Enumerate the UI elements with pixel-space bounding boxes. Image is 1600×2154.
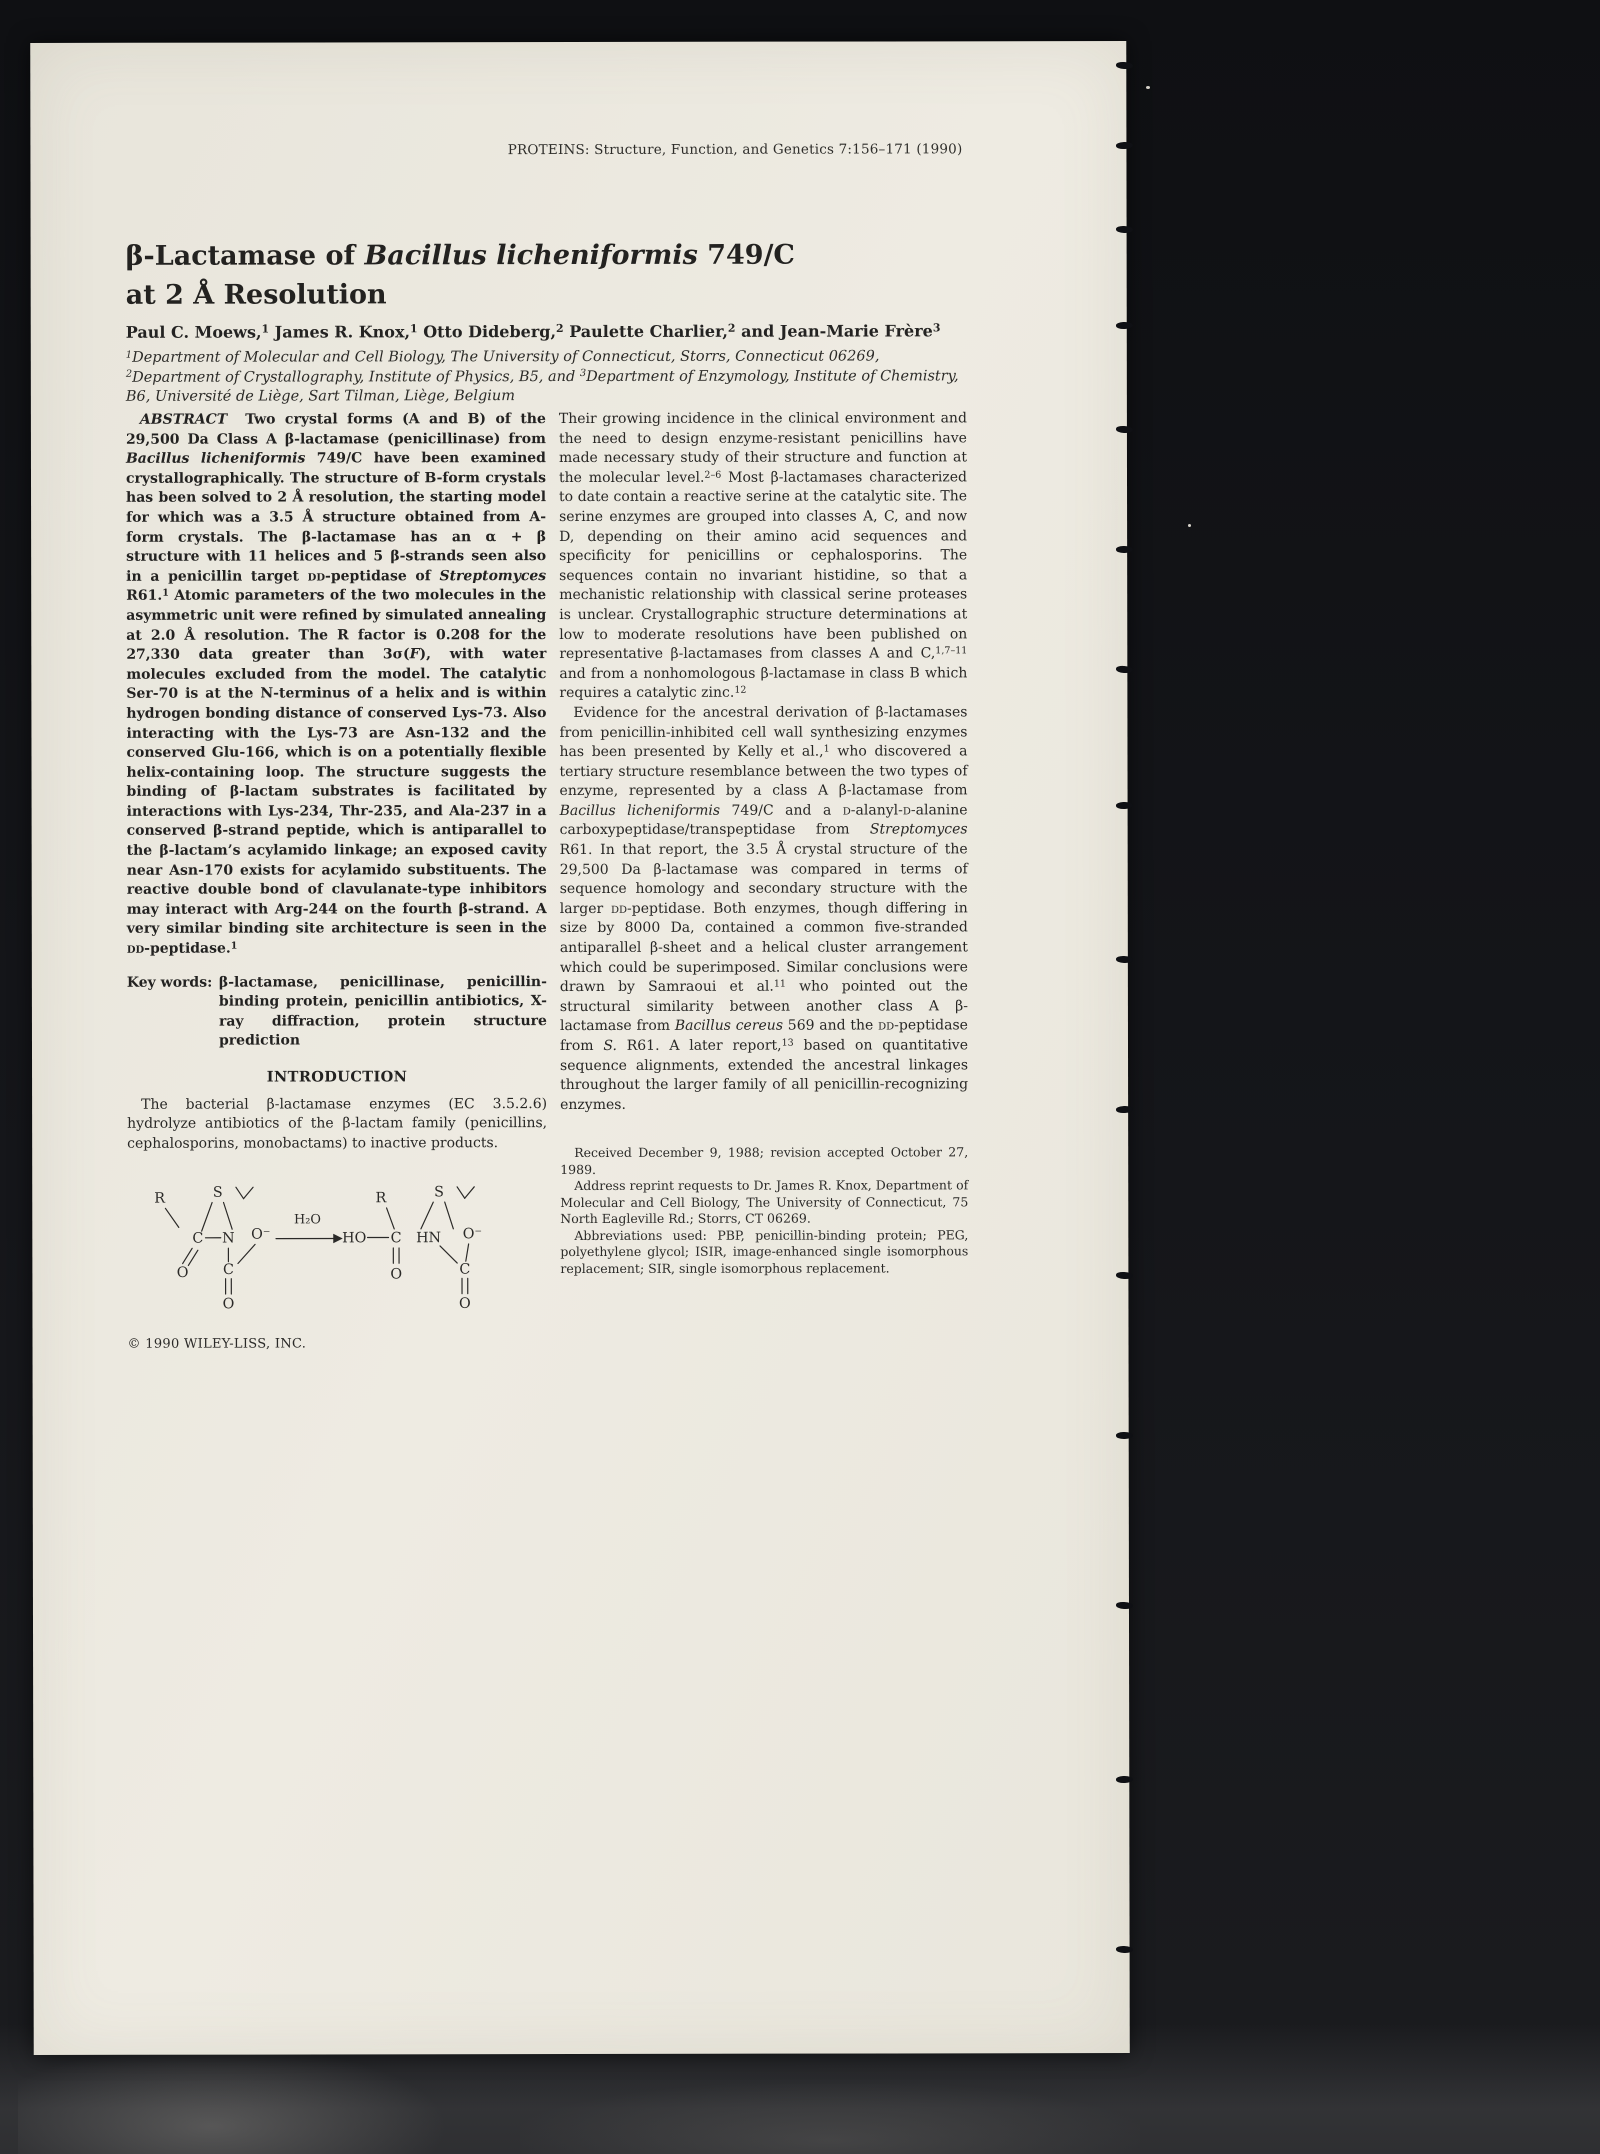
atom-label-o-bottom-right: O	[459, 1296, 471, 1313]
atom-label-c2-left: C	[222, 1262, 234, 1279]
abstract-body: Two crystal forms (A and B) of the 29,500 Da Class A β-lactamase (penicillinase) from Bacillus licheniformis 749/C have been examined crystallographically. The structure of B-form crystals has been solved to 2 Å resolution, the starting model for which was a 3.5 Å structure obtained from A-form crystals. The β-lactamase has an α + β structure with 11 helices and 5 β-strands seen also in a penicillin target dd-peptidase of Streptomyces R61.$^1$ Atomic parameters of the two molecules in the asymmetric unit were refined by simulated annealing at 2.0 Å resolution. The R factor is 0.208 for the 27,330 data greater than 3σ(F), with water molecules excluded from the model. The catalytic Ser-70 is at the N-terminus of a helix and is within hydrogen bonding distance of conserved Lys-73. Also interacting with the Lys-73 are Asn-132 and the conserved Glu-166, which is on a potentially flexible helix-containing loop. The structure suggests the binding of β-lactam substrates is facilitated by interactions with Lys-234, Thr-235, and Ala-237 in a conserved β-strand peptide, which is antiparallel to the β-lactam’s acylamido linkage; an exposed cavity near Asn-170 exists for acylamido substituents. The reactive double bond of clavulanate-type inhibitors may interact with Arg-244 on the fourth β-strand. A very similar binding site architecture is seen in the dd-peptidase.$^1$	[125, 411, 547, 957]
atom-label-s-left: S	[212, 1185, 223, 1202]
atom-label-carbonyl-o-left: O	[176, 1265, 189, 1282]
dust-speck	[1188, 524, 1191, 527]
article-title-line1: β-Lactamase of Bacillus licheniformis 749/C	[125, 239, 795, 272]
journal-header-line: PROTEINS: Structure, Function, and Genetics 7:156–171 (1990)	[507, 141, 963, 159]
footnote-abbreviations: Abbreviations used: PBP, penicillin-binding protein; PEG, polyethylene glycol; ISIR, image-enhanced single isomorphous replacement; SIR, single isomorphous replacement.	[560, 1227, 969, 1276]
footnotes-block	[560, 1145, 968, 1278]
footnote-received: Received December 9, 1988; revision accepted October 27, 1989.	[560, 1144, 969, 1177]
dust-speck	[1146, 86, 1150, 89]
atom-label-n-left: N	[222, 1230, 235, 1247]
reaction-arrow	[276, 1234, 343, 1244]
authors-line: Paul C. Moews,$^1$ James R. Knox,$^1$ Otto Dideberg,$^2$ Paulette Charlier,$^2$ and Jean-Marie Frère$^3$	[125, 321, 941, 342]
left-column	[126, 410, 548, 1355]
atom-label-ho-right: HO	[342, 1230, 367, 1247]
keywords-block	[127, 973, 547, 1052]
atom-label-s-right: S	[434, 1184, 444, 1201]
atom-label-hn-right: HN	[416, 1230, 442, 1247]
beta-lactam-hydrolysis-scheme-figure	[121, 1179, 541, 1323]
atom-label-c2-right: C	[459, 1261, 471, 1278]
atom-label-carboxylate-o-right: O⁻	[462, 1226, 483, 1243]
atom-label-c1-left: C	[192, 1230, 204, 1247]
water-label: H₂O	[293, 1212, 321, 1228]
journal-page	[30, 41, 1130, 2055]
article-title	[126, 236, 795, 315]
introduction-heading: INTRODUCTION	[266, 1068, 408, 1086]
copyright-line: © 1990 WILEY-LISS, INC.	[127, 1336, 307, 1353]
keywords-text: β-lactamase, penicillinase, penicillin-binding protein, penicillin antibiotics, X-ray diffraction, protein structure prediction	[218, 973, 547, 1050]
atom-label-o-mid-right: O	[390, 1266, 403, 1283]
keywords-label: Key words:	[126, 974, 213, 991]
atom-label-r-right: R	[375, 1190, 387, 1207]
article-title-line2: at 2 Å Resolution	[125, 279, 387, 311]
body-paragraph-1: Their growing incidence in the clinical environment and the need to design enzyme-resistant penicillins have made necessary study of their structure and function at the molecular level.$^{2-6}$ Most β-lactamases characterized to date contain a reactive serine at the catalytic site. The serine enzymes are grouped into classes A, C, and now D, depending on their amino acid sequences and specificity for penicillins or cephalosporins. The sequences contain no invariant histidine, so that a mechanistic relationship with classical serine proteases is unclear. Crystallographic structure determinations at low to moderate resolutions have been published on representative β-lactamases from classes A and C,$^{1,7-11}$ and from a nonhomologous β-lactamase in class B which requires a catalytic zinc.$^{12}$	[558, 410, 968, 702]
atom-label-o-bottom-left: O	[222, 1296, 235, 1313]
scan-texture-patch	[520, 2084, 1140, 2154]
footnote-reprint-requests: Address reprint requests to Dr. James R. Knox, Department of Molecular and Cell Biology, The University of Connecticut, 75 North Eagleville Rd.; Storrs, CT 06269.	[560, 1177, 969, 1227]
introduction-paragraph: The bacterial β-lactamase enzymes (EC 3.5.2.6) hydrolyze antibiotics of the β-lactam family (penicillins, cephalosporins, monobactams) to inactive products.	[127, 1095, 548, 1152]
atom-label-r-left: R	[154, 1190, 166, 1207]
abstract-label: ABSTRACT	[139, 411, 228, 428]
atom-label-carboxylate-o-left: O⁻	[251, 1227, 271, 1244]
affiliations-block: $^1$Department of Molecular and Cell Biology, The University of Connecticut, Storrs, Connecticut 06269, $^2$Department of Crystallography, Institute of Physics, B5, and $^3$Department of Enzymology, Institute of Chemistry, B6, Université de Liège, Sart Tilman, Liège, Belgium	[125, 348, 959, 405]
scan-texture-patch	[18, 2044, 448, 2154]
atom-label-c1-right: C	[390, 1230, 402, 1247]
abstract-paragraph	[126, 410, 547, 959]
body-paragraph-2: Evidence for the ancestral derivation of β-lactamases from penicillin-inhibited cell wall synthesizing enzymes has been presented by Kelly et al.,$^1$ who discovered a tertiary structure resemblance between the two types of enzyme, represented by a class A β-lactamase from Bacillus licheniformis 749/C and a d-alanyl-d-alanine carboxypeptidase/transpeptidase from Streptomyces R61. In that report, the 3.5 Å crystal structure of the 29,500 Da β-lactamase was compared in terms of sequence homology and secondary structure with the larger dd-peptidase. Both enzymes, though differing in size by 8000 Da, contained a common five-stranded antiparallel β-sheet and a helical cluster arrangement which could be superimposed. Similar conclusions were drawn by Samraoui et al.$^{11}$ who pointed out the structural similarity between another class A β-lactamase from Bacillus cereus 569 and the dd-peptidase from S. R61. A later report,$^{13}$ based on quantitative sequence alignments, extended the ancestral linkages throughout the larger family of all penicillin-recognizing enzymes.	[559, 704, 969, 1113]
right-column	[559, 409, 969, 1277]
